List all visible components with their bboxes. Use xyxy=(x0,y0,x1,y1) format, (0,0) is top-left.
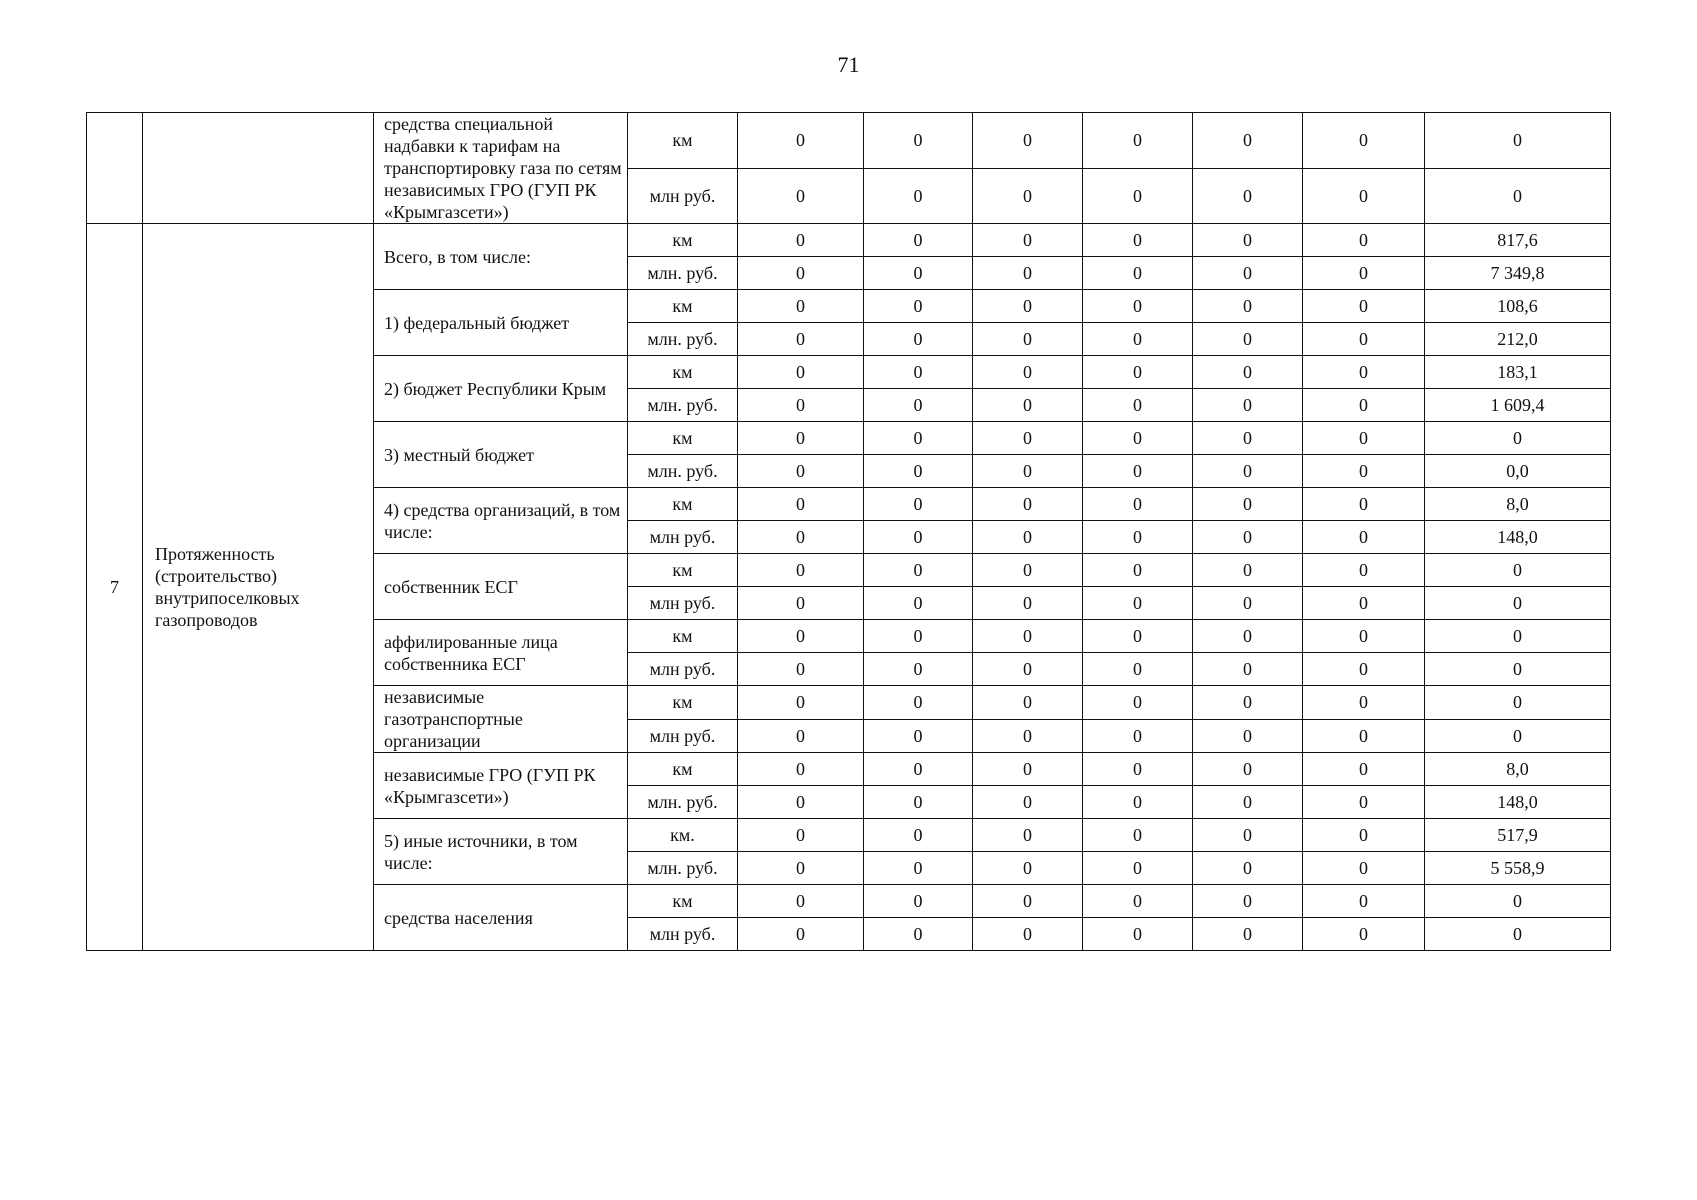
value-cell: 0 xyxy=(1083,290,1193,323)
value-cell: 0 xyxy=(1083,323,1193,356)
section-number: 7 xyxy=(87,224,143,951)
value-cell: 517,9 xyxy=(1425,819,1611,852)
value-cell: 0 xyxy=(738,521,864,554)
source-label: собственник ЕСГ xyxy=(374,554,628,620)
value-cell: 0 xyxy=(973,168,1083,224)
source-label: средства специальной надбавки к тарифам на транспортировку газа по сетям независимых ГРО (ГУП РК «Крымгазсети») xyxy=(374,113,628,224)
unit-cell: км xyxy=(628,753,738,786)
table-row xyxy=(87,113,1611,169)
value-cell: 0 xyxy=(1083,719,1193,753)
value-cell: 0 xyxy=(864,257,973,290)
value-cell: 0 xyxy=(864,521,973,554)
value-cell: 0 xyxy=(1083,885,1193,918)
value-cell: 0 xyxy=(1083,554,1193,587)
value-cell: 0 xyxy=(1083,389,1193,422)
value-cell: 0 xyxy=(738,455,864,488)
value-cell: 0 xyxy=(864,620,973,653)
value-cell: 0 xyxy=(864,422,973,455)
value-cell: 0 xyxy=(1193,554,1303,587)
value-cell: 0 xyxy=(1193,422,1303,455)
value-cell: 0 xyxy=(1193,620,1303,653)
unit-cell: млн. руб. xyxy=(628,257,738,290)
value-cell: 0 xyxy=(973,422,1083,455)
source-label: 2) бюджет Республики Крым xyxy=(374,356,628,422)
value-cell: 0 xyxy=(1083,753,1193,786)
value-cell: 0 xyxy=(1193,852,1303,885)
unit-cell: млн. руб. xyxy=(628,323,738,356)
value-cell: 0 xyxy=(973,257,1083,290)
value-cell: 0 xyxy=(1425,653,1611,686)
value-cell: 0 xyxy=(864,455,973,488)
value-cell: 0 xyxy=(1083,455,1193,488)
funding-table xyxy=(86,112,1611,951)
value-cell: 0 xyxy=(1083,918,1193,951)
value-cell: 0 xyxy=(738,224,864,257)
source-label: независимые газотранспортные организации xyxy=(374,686,628,753)
value-cell: 0 xyxy=(1303,168,1425,224)
value-cell: 0 xyxy=(738,113,864,169)
value-cell: 0 xyxy=(1425,719,1611,753)
value-cell: 0 xyxy=(973,323,1083,356)
value-cell: 0 xyxy=(1303,653,1425,686)
value-cell: 0 xyxy=(864,653,973,686)
value-cell: 0 xyxy=(1425,587,1611,620)
source-label: Всего, в том числе: xyxy=(374,224,628,290)
value-cell: 5 558,9 xyxy=(1425,852,1611,885)
unit-cell: км xyxy=(628,422,738,455)
source-label: 3) местный бюджет xyxy=(374,422,628,488)
value-cell: 0 xyxy=(1303,422,1425,455)
unit-cell: км. xyxy=(628,819,738,852)
value-cell: 0 xyxy=(1083,257,1193,290)
unit-cell: км xyxy=(628,356,738,389)
value-cell: 0 xyxy=(1303,620,1425,653)
value-cell: 1 609,4 xyxy=(1425,389,1611,422)
value-cell: 0 xyxy=(738,918,864,951)
value-cell: 0 xyxy=(1193,753,1303,786)
value-cell: 0 xyxy=(864,786,973,819)
value-cell: 0 xyxy=(1303,113,1425,169)
value-cell: 0 xyxy=(1083,686,1193,720)
value-cell: 0 xyxy=(1303,852,1425,885)
value-cell: 0 xyxy=(864,290,973,323)
value-cell: 0 xyxy=(973,620,1083,653)
value-cell: 0 xyxy=(1083,356,1193,389)
value-cell: 0 xyxy=(1193,389,1303,422)
value-cell: 0 xyxy=(973,587,1083,620)
value-cell: 0 xyxy=(864,819,973,852)
unit-cell: млн руб. xyxy=(628,918,738,951)
value-cell: 0 xyxy=(1425,686,1611,720)
value-cell: 0 xyxy=(738,620,864,653)
value-cell: 0 xyxy=(1083,786,1193,819)
value-cell: 0 xyxy=(1303,885,1425,918)
value-cell: 0 xyxy=(1303,587,1425,620)
value-cell: 0 xyxy=(973,852,1083,885)
unit-cell: млн. руб. xyxy=(628,455,738,488)
value-cell: 0 xyxy=(864,852,973,885)
value-cell: 0 xyxy=(738,753,864,786)
value-cell: 0 xyxy=(1083,620,1193,653)
value-cell: 0 xyxy=(973,488,1083,521)
value-cell: 0,0 xyxy=(1425,455,1611,488)
value-cell: 0 xyxy=(973,753,1083,786)
value-cell: 0 xyxy=(738,885,864,918)
value-cell: 0 xyxy=(1425,422,1611,455)
value-cell: 0 xyxy=(1303,323,1425,356)
value-cell: 0 xyxy=(973,653,1083,686)
value-cell: 0 xyxy=(1193,455,1303,488)
value-cell: 0 xyxy=(1303,455,1425,488)
value-cell: 0 xyxy=(738,587,864,620)
value-cell: 0 xyxy=(1193,224,1303,257)
value-cell: 0 xyxy=(1083,653,1193,686)
value-cell: 0 xyxy=(1193,168,1303,224)
value-cell: 0 xyxy=(1303,488,1425,521)
value-cell: 0 xyxy=(864,168,973,224)
value-cell: 0 xyxy=(1303,257,1425,290)
value-cell: 0 xyxy=(738,819,864,852)
value-cell: 0 xyxy=(1193,113,1303,169)
value-cell: 183,1 xyxy=(1425,356,1611,389)
value-cell: 0 xyxy=(1083,521,1193,554)
value-cell: 0 xyxy=(864,389,973,422)
value-cell: 0 xyxy=(738,686,864,720)
value-cell: 0 xyxy=(1303,224,1425,257)
row-number-cell xyxy=(87,113,143,224)
value-cell: 0 xyxy=(973,113,1083,169)
value-cell: 0 xyxy=(864,554,973,587)
unit-cell: км xyxy=(628,113,738,169)
value-cell: 0 xyxy=(738,719,864,753)
value-cell: 0 xyxy=(864,587,973,620)
unit-cell: км xyxy=(628,488,738,521)
value-cell: 0 xyxy=(973,389,1083,422)
unit-cell: млн. руб. xyxy=(628,389,738,422)
value-cell: 0 xyxy=(864,224,973,257)
value-cell: 0 xyxy=(738,653,864,686)
value-cell: 0 xyxy=(973,356,1083,389)
value-cell: 0 xyxy=(738,389,864,422)
value-cell: 0 xyxy=(1303,389,1425,422)
value-cell: 0 xyxy=(1083,819,1193,852)
unit-cell: км xyxy=(628,620,738,653)
row-title-cell xyxy=(143,113,374,224)
value-cell: 212,0 xyxy=(1425,323,1611,356)
value-cell: 0 xyxy=(973,521,1083,554)
value-cell: 0 xyxy=(738,356,864,389)
value-cell: 0 xyxy=(1193,323,1303,356)
value-cell: 148,0 xyxy=(1425,521,1611,554)
value-cell: 0 xyxy=(738,257,864,290)
value-cell: 0 xyxy=(1083,852,1193,885)
value-cell: 0 xyxy=(1083,422,1193,455)
value-cell: 0 xyxy=(1303,819,1425,852)
unit-cell: км xyxy=(628,224,738,257)
value-cell: 0 xyxy=(864,918,973,951)
table-body xyxy=(87,113,1611,951)
value-cell: 0 xyxy=(1193,719,1303,753)
source-label: средства населения xyxy=(374,885,628,951)
page-number: 71 xyxy=(837,52,860,77)
value-cell: 0 xyxy=(738,290,864,323)
unit-cell: млн. руб. xyxy=(628,852,738,885)
value-cell: 0 xyxy=(1193,257,1303,290)
value-cell: 0 xyxy=(738,422,864,455)
value-cell: 0 xyxy=(864,686,973,720)
unit-cell: км xyxy=(628,290,738,323)
value-cell: 0 xyxy=(973,885,1083,918)
value-cell: 0 xyxy=(973,224,1083,257)
value-cell: 0 xyxy=(1303,719,1425,753)
value-cell: 0 xyxy=(1193,885,1303,918)
value-cell: 0 xyxy=(864,719,973,753)
value-cell: 0 xyxy=(1083,168,1193,224)
value-cell: 0 xyxy=(864,113,973,169)
source-label: 1) федеральный бюджет xyxy=(374,290,628,356)
value-cell: 0 xyxy=(1193,686,1303,720)
value-cell: 0 xyxy=(973,786,1083,819)
value-cell: 0 xyxy=(1303,753,1425,786)
value-cell: 0 xyxy=(864,323,973,356)
value-cell: 0 xyxy=(1425,554,1611,587)
value-cell: 0 xyxy=(973,819,1083,852)
value-cell: 0 xyxy=(864,885,973,918)
value-cell: 0 xyxy=(1083,224,1193,257)
value-cell: 0 xyxy=(1303,918,1425,951)
value-cell: 0 xyxy=(973,554,1083,587)
value-cell: 0 xyxy=(1083,488,1193,521)
value-cell: 0 xyxy=(1303,521,1425,554)
source-label: 5) иные источники, в том числе: xyxy=(374,819,628,885)
source-label: 4) средства организаций, в том числе: xyxy=(374,488,628,554)
value-cell: 0 xyxy=(1193,918,1303,951)
value-cell: 0 xyxy=(973,918,1083,951)
value-cell: 0 xyxy=(1193,653,1303,686)
value-cell: 0 xyxy=(1193,587,1303,620)
value-cell: 0 xyxy=(738,168,864,224)
unit-cell: км xyxy=(628,554,738,587)
unit-cell: км xyxy=(628,686,738,720)
value-cell: 0 xyxy=(1193,786,1303,819)
source-label: аффилированные лица собственника ЕСГ xyxy=(374,620,628,686)
value-cell: 0 xyxy=(738,786,864,819)
value-cell: 0 xyxy=(1303,786,1425,819)
value-cell: 0 xyxy=(1425,168,1611,224)
value-cell: 0 xyxy=(1083,113,1193,169)
value-cell: 817,6 xyxy=(1425,224,1611,257)
value-cell: 8,0 xyxy=(1425,753,1611,786)
unit-cell: км xyxy=(628,885,738,918)
value-cell: 0 xyxy=(1425,918,1611,951)
value-cell: 0 xyxy=(1303,554,1425,587)
value-cell: 0 xyxy=(1193,521,1303,554)
value-cell: 0 xyxy=(738,323,864,356)
unit-cell: млн руб. xyxy=(628,587,738,620)
value-cell: 0 xyxy=(864,488,973,521)
value-cell: 0 xyxy=(1425,885,1611,918)
value-cell: 0 xyxy=(1083,587,1193,620)
value-cell: 7 349,8 xyxy=(1425,257,1611,290)
value-cell: 0 xyxy=(1303,356,1425,389)
value-cell: 108,6 xyxy=(1425,290,1611,323)
value-cell: 0 xyxy=(1425,620,1611,653)
value-cell: 0 xyxy=(738,554,864,587)
value-cell: 0 xyxy=(738,488,864,521)
unit-cell: млн руб. xyxy=(628,521,738,554)
value-cell: 148,0 xyxy=(1425,786,1611,819)
value-cell: 0 xyxy=(1193,819,1303,852)
value-cell: 0 xyxy=(973,455,1083,488)
value-cell: 0 xyxy=(1425,113,1611,169)
value-cell: 0 xyxy=(1303,686,1425,720)
table-row xyxy=(87,224,1611,257)
unit-cell: млн руб. xyxy=(628,719,738,753)
value-cell: 0 xyxy=(1193,488,1303,521)
value-cell: 0 xyxy=(973,290,1083,323)
value-cell: 0 xyxy=(738,852,864,885)
section-title: Протяженность (строительство) внутрипоселковых газопроводов xyxy=(143,224,374,951)
value-cell: 0 xyxy=(1303,290,1425,323)
value-cell: 0 xyxy=(1193,290,1303,323)
unit-cell: млн руб. xyxy=(628,168,738,224)
value-cell: 0 xyxy=(973,719,1083,753)
source-label: независимые ГРО (ГУП РК «Крымгазсети») xyxy=(374,753,628,819)
unit-cell: млн. руб. xyxy=(628,786,738,819)
value-cell: 0 xyxy=(864,356,973,389)
value-cell: 0 xyxy=(864,753,973,786)
value-cell: 8,0 xyxy=(1425,488,1611,521)
value-cell: 0 xyxy=(1193,356,1303,389)
value-cell: 0 xyxy=(973,686,1083,720)
unit-cell: млн руб. xyxy=(628,653,738,686)
